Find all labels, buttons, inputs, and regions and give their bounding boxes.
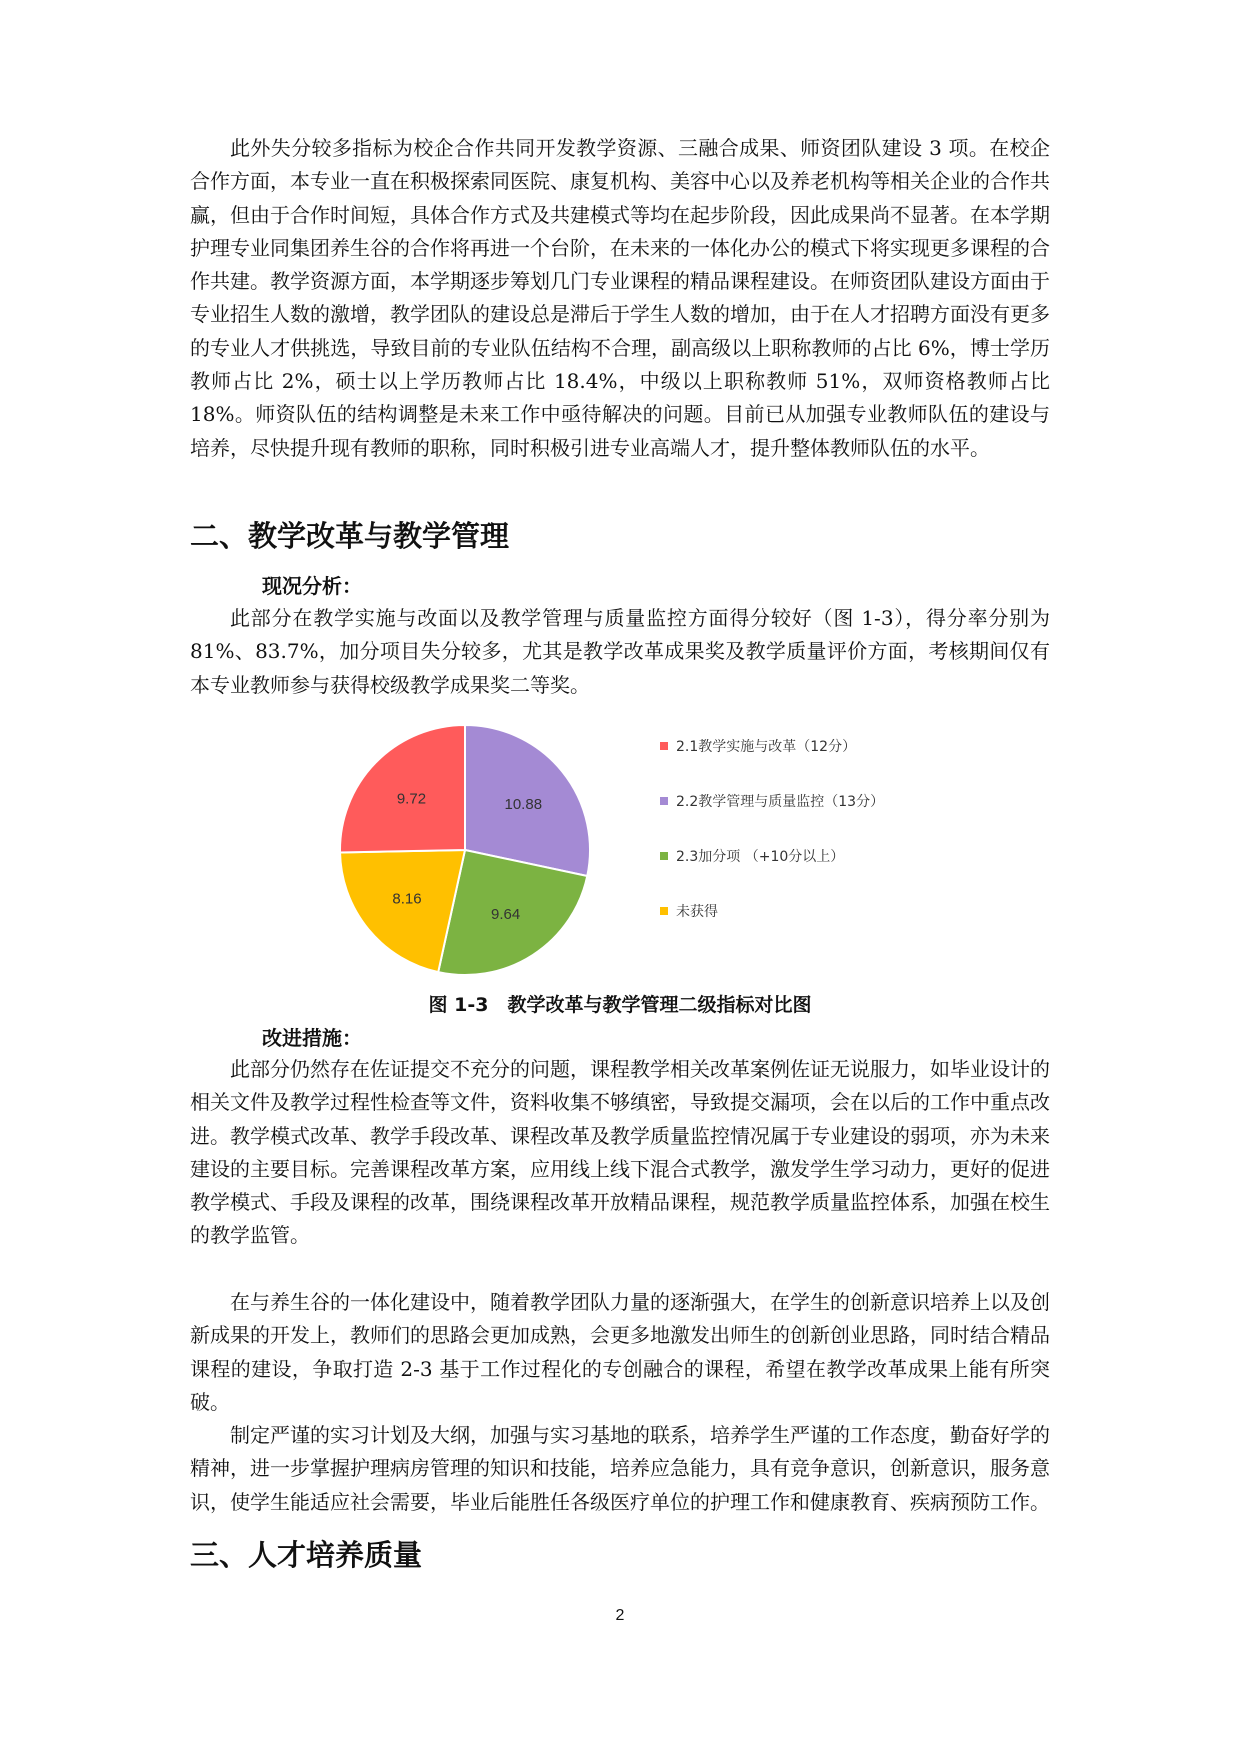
paragraph-integration: 在与养生谷的一体化建设中，随着教学团队力量的逐渐强大，在学生的创新意识培养上以及创新成果的开发上，教师们的思路会更加成熟，会更多地激发出师生的创新创业思路，同时结合精品课程的建设，争取打造 2-3 基于工作过程化的专创融合的课程，希望在教学改革成果上能有所突破。 [190,1290,1050,1414]
legend-label: 未获得 [676,904,718,920]
legend-swatch [660,852,668,860]
section-heading-teaching-reform: 二、教学改革与教学管理 [190,519,510,553]
paragraph-status-analysis: 此部分在教学实施与改面以及教学管理与质量监控方面得分较好（图 1-3），得分率分别为 81%、83.7%，加分项目失分较多，尤其是教学改革成果奖及教学质量评价方面，考核期间仅有本专业教师参与获得校级教学成果奖二等奖。 [190,606,1050,697]
pie-value-label: 9.72 [396,790,427,808]
pie-slices [340,725,590,975]
subheading-status-analysis: 现况分析： [262,574,362,598]
paragraph-improvement: 此部分仍然存在佐证提交不充分的问题，课程教学相关改革案例佐证无说服力，如毕业设计的相关文件及教学过程性检查等文件，资料收集不够缜密，导致提交漏项，会在以后的工作中重点改进。教学模式改革、教学手段改革、课程改革及教学质量监控情况属于专业建设的弱项，亦为未来建设的主要目标。完善课程改革方案，应用线上线下混合式教学，激发学生学习动力，更好的促进教学模式、手段及课程的改革，围绕课程改革开放精品课程，规范教学质量监控体系，加强在校生的教学监管。 [190,1057,1050,1248]
paragraph-school-enterprise: 此外失分较多指标为校企合作共同开发教学资源、三融合成果、师资团队建设 3 项。在校企合作方面，本专业一直在积极探索同医院、康复机构、美容中心以及养老机构等相关企业的合作共赢，但由于合作时间短，具体合作方式及共建模式等均在起步阶段，因此成果尚不显著。在本学期护理专业同集团养生谷的合作将再进一个台阶，在未来的一体化办公的模式下将实现更多课程的合作共建。教学资源方面，本学期逐步筹划几门专业课程的精品课程建设。在师资团队建设方面由于专业招生人数的激增，教学团队的建设总是滞后于学生人数的增加，由于在人才招聘方面没有更多的专业人才供挑选，导致目前的专业队伍结构不合理，副高级以上职称教师的占比 6%，博士学历教师占比 2%，硕士以上学历教师占比 18.4%，中级以上职称教师 51%，双师资格教师占比 18%。师资队伍的结构调整是未来工作中亟待解决的问题。目前已从加强专业教师队伍的建设与培养，尽快提升现有教师的职称，同时积极引进专业高端人才，提升整体教师队伍的水平。 [190,136,1050,460]
pie-chart [330,710,910,990]
subheading-improvement: 改进措施： [262,1026,362,1050]
section-heading-talent-quality: 三、人才培养质量 [190,1538,423,1572]
legend-label: 2.3加分项 （+10分以上） [676,849,845,865]
legend-label: 2.1教学实施与改革（12分） [676,739,857,755]
legend-swatch [660,797,668,805]
page-number: 2 [615,1607,625,1624]
figure-caption: 图 1-3 教学改革与教学管理二级指标对比图 [428,994,812,1016]
legend-swatch [660,907,668,915]
pie-slice [340,725,465,852]
pie-value-label: 9.64 [491,906,521,924]
legend-label: 2.2教学管理与质量监控（13分） [676,794,885,810]
chart-legend [660,738,884,920]
paragraph-internship: 制定严谨的实习计划及大纲，加强与实习基地的联系，培养学生严谨的工作态度，勤奋好学的精神，进一步掌握护理病房管理的知识和技能，培养应急能力，具有竞争意识，创新意识，服务意识，使学生能适应社会需要，毕业后能胜任各级医疗单位的护理工作和健康教育、疾病预防工作。 [190,1423,1050,1514]
pie-value-label: 10.88 [504,795,543,813]
pie-value-label: 8.16 [392,890,422,908]
legend-swatch [660,742,668,750]
